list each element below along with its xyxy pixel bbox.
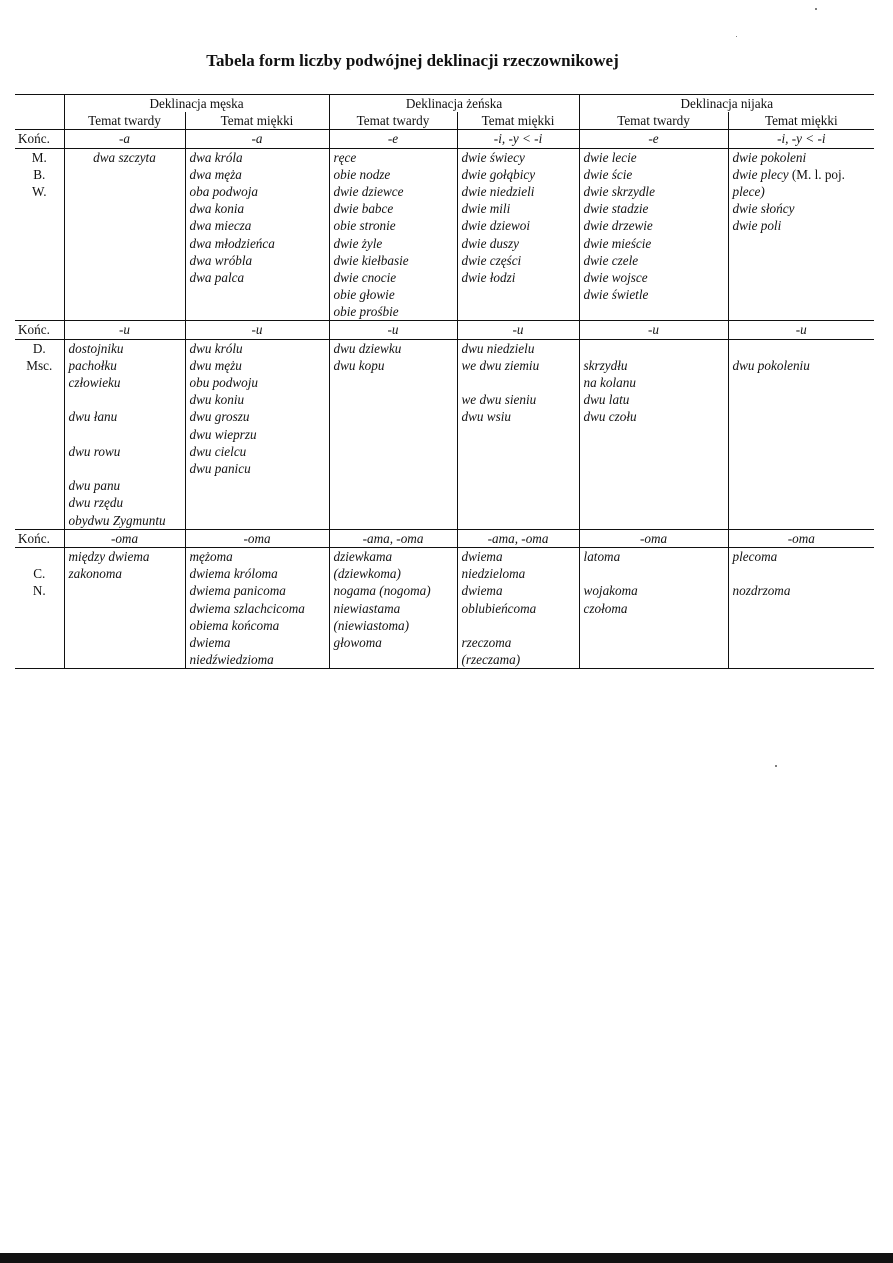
word-form: dwu kopu xyxy=(333,357,385,373)
word-form: obie nodze xyxy=(333,166,391,182)
word-form: dwie dziewce xyxy=(333,183,404,199)
word-form: dwa młodzieńca xyxy=(189,235,275,251)
word-form: dwie części xyxy=(461,252,522,268)
forms-cell xyxy=(64,148,185,321)
forms-cell xyxy=(457,339,579,529)
blank-line xyxy=(69,460,181,477)
ending-cell: -u xyxy=(329,321,457,339)
forms-cell xyxy=(64,339,185,529)
scan-speck xyxy=(815,8,817,10)
word-form: obie głowie xyxy=(333,287,395,303)
endings-label: Końc. xyxy=(15,130,64,148)
word-form: dwa konia xyxy=(189,201,245,217)
word-form: niedźwiedzioma xyxy=(189,652,274,668)
word-form: dwu koniu xyxy=(189,392,245,408)
word-form: oba podwoja xyxy=(189,183,259,199)
case-label: C. xyxy=(33,565,46,581)
case-label: Msc. xyxy=(26,357,53,373)
word-form: dwie świecy xyxy=(461,149,525,165)
word-form: dwie mieście xyxy=(583,235,652,251)
endings-row xyxy=(15,130,874,148)
word-form: dwie cnocie xyxy=(333,269,397,285)
word-form: dwu łanu xyxy=(68,409,118,425)
scan-bottom-edge xyxy=(0,1253,893,1263)
word-form: wojakoma xyxy=(583,583,638,599)
ending-cell: -i, -y < -i xyxy=(728,130,874,148)
word-form: plece) xyxy=(732,183,765,199)
word-form: dwu dziewku xyxy=(333,340,402,356)
word-form: dwie poli xyxy=(732,218,782,234)
ending-cell: -e xyxy=(329,130,457,148)
forms-cell xyxy=(457,547,579,668)
word-form: zakonoma xyxy=(68,566,122,582)
word-form: (niewiastoma) xyxy=(333,617,409,633)
scan-speck xyxy=(775,765,777,767)
forms-cell xyxy=(185,148,329,321)
ending-cell: -oma xyxy=(579,529,728,547)
forms-cell xyxy=(728,547,874,668)
word-form: dwu panicu xyxy=(189,461,251,476)
subheader-soft-stem: Temat miękki xyxy=(185,112,329,130)
case-label: D. xyxy=(32,340,46,356)
forms-row xyxy=(15,148,874,321)
word-form: dwu latu xyxy=(583,392,630,408)
word-form: dwie stadzie xyxy=(583,201,649,217)
ending-cell: -oma xyxy=(64,529,185,547)
ending-cell: -ama, -oma xyxy=(329,529,457,547)
word-form: plecoma xyxy=(732,548,778,564)
forms-cell xyxy=(329,339,457,529)
word-form: dwiema szlachcicoma xyxy=(189,600,305,616)
word-form: dwie wojsce xyxy=(583,269,648,285)
word-form: (dziewkoma) xyxy=(333,566,401,582)
forms-cell xyxy=(728,339,874,529)
word-form: dostojniku xyxy=(68,340,124,356)
ending-cell: -e xyxy=(579,130,728,148)
blank-line xyxy=(733,565,871,582)
word-form: dwiema xyxy=(189,634,231,650)
forms-cell xyxy=(185,547,329,668)
form-note: (M. l. poj. xyxy=(791,166,845,182)
word-form: dwa palca xyxy=(189,269,245,285)
word-form: dwie skrzydle xyxy=(583,183,655,199)
word-form: dwie pokoleni xyxy=(732,149,807,165)
word-form: latoma xyxy=(583,548,621,564)
word-form: dwu cielcu xyxy=(189,443,247,459)
scan-speck xyxy=(736,36,737,37)
word-form-text: dwa szczyta xyxy=(93,149,156,165)
word-form: dwu panu xyxy=(68,478,121,494)
word-form: dwie słońcy xyxy=(732,201,795,217)
group-header-feminine: Deklinacja żeńska xyxy=(329,95,579,113)
word-form: dwiema panicoma xyxy=(189,583,286,599)
ending-cell: -u xyxy=(185,321,329,339)
word-form: we dwu ziemiu xyxy=(461,357,540,373)
word-form: dwu niedzielu xyxy=(461,340,535,356)
word-form: dwu pokoleniu xyxy=(732,357,810,373)
forms-cell xyxy=(579,339,728,529)
word-form: człowieku xyxy=(68,375,121,391)
blank-line xyxy=(584,340,724,357)
word-form: dwie ście xyxy=(583,166,633,182)
ending-cell: -i, -y < -i xyxy=(457,130,579,148)
subheader-hard-stem: Temat twardy xyxy=(64,112,185,130)
forms-cell xyxy=(185,339,329,529)
word-form: dwiema xyxy=(461,548,503,564)
forms-cell xyxy=(579,547,728,668)
word-form: nozdrzoma xyxy=(732,583,791,599)
word-form: skrzydłu xyxy=(583,357,628,373)
word-form: czołoma xyxy=(583,600,628,616)
ending-cell: -u xyxy=(728,321,874,339)
case-labels xyxy=(15,339,64,529)
word-form: we dwu sieniu xyxy=(461,392,537,408)
header-row-groups xyxy=(15,95,874,113)
word-form: dwie mili xyxy=(461,201,511,217)
word-form: dwu mężu xyxy=(189,357,242,373)
word-form: dwie łodzi xyxy=(461,269,516,285)
case-label: B. xyxy=(33,166,46,182)
word-form: dwie czele xyxy=(583,252,639,268)
word-form: dwu rzędu xyxy=(68,495,124,511)
group-header-masculine: Deklinacja męska xyxy=(64,95,329,113)
word-form: na kolanu xyxy=(583,375,636,391)
word-form: dwa męża xyxy=(189,166,242,182)
blank-line xyxy=(462,374,575,391)
word-form: mężoma xyxy=(189,548,233,564)
case-labels xyxy=(15,547,64,668)
subheader-soft-stem: Temat miękki xyxy=(728,112,874,130)
case-label: N. xyxy=(32,582,46,598)
word-form: nogama (nogoma) xyxy=(333,583,431,599)
subheader-hard-stem: Temat twardy xyxy=(579,112,728,130)
ending-cell: -u xyxy=(579,321,728,339)
word-form: dwie duszy xyxy=(461,235,520,251)
word-form: niedzieloma xyxy=(461,566,526,582)
forms-cell xyxy=(579,148,728,321)
word-form: dwa króla xyxy=(189,149,243,165)
word-form xyxy=(69,149,181,166)
word-form: dwie niedzieli xyxy=(461,183,535,199)
blank-line xyxy=(462,617,575,634)
word-form: dwie babce xyxy=(333,201,394,217)
word-form: dwie kiełbasie xyxy=(333,252,409,268)
word-form: pachołku xyxy=(68,357,117,373)
forms-cell xyxy=(457,148,579,321)
subheader-hard-stem: Temat twardy xyxy=(329,112,457,130)
word-form: obie stronie xyxy=(333,218,396,234)
blank-line xyxy=(733,340,871,357)
forms-cell xyxy=(64,547,185,668)
word-form: dwie drzewie xyxy=(583,218,653,234)
ending-cell: -u xyxy=(64,321,185,339)
word-form: dwie świetle xyxy=(583,287,649,303)
forms-row xyxy=(15,547,874,668)
case-labels xyxy=(15,148,64,321)
word-form: rzeczoma xyxy=(461,634,512,650)
word-form: głowoma xyxy=(333,634,382,650)
word-form: dwiema króloma xyxy=(189,566,278,582)
table-title: Tabela form liczby podwójnej deklinacji rzeczownikowej xyxy=(206,51,619,70)
blank-line xyxy=(584,565,724,582)
ending-cell: -u xyxy=(457,321,579,339)
corner-cell xyxy=(15,95,64,113)
word-form: dwu królu xyxy=(189,340,243,356)
endings-label: Końc. xyxy=(15,321,64,339)
word-form: obiema końcoma xyxy=(189,617,280,633)
case-label: M. xyxy=(31,149,47,165)
ending-cell: -a xyxy=(185,130,329,148)
word-form: oblubieńcoma xyxy=(461,600,537,616)
blank-line xyxy=(69,426,181,443)
word-form: dwu czołu xyxy=(583,409,637,425)
word-form: dwie lecie xyxy=(583,149,637,165)
word-form: obie prośbie xyxy=(333,304,399,320)
forms-row xyxy=(15,339,874,529)
ending-cell: -oma xyxy=(728,529,874,547)
ending-cell: -ama, -oma xyxy=(457,529,579,547)
endings-row xyxy=(15,529,874,547)
word-form: dwie żyle xyxy=(333,235,383,251)
endings-row xyxy=(15,321,874,339)
subheader-soft-stem: Temat miękki xyxy=(457,112,579,130)
word-form: obydwu Zygmuntu xyxy=(68,512,166,528)
word-form: dwa wróbla xyxy=(189,252,253,268)
word-form: niewiastama xyxy=(333,600,401,616)
word-form-text: dwie plecy xyxy=(732,166,792,182)
ending-cell: -oma xyxy=(185,529,329,547)
forms-cell xyxy=(329,547,457,668)
case-label: W. xyxy=(31,183,47,199)
corner-cell-2 xyxy=(15,112,64,130)
word-form: dwa miecza xyxy=(189,218,252,234)
word-form: dziewkama xyxy=(333,548,393,564)
word-form: dwu wsiu xyxy=(461,409,511,425)
forms-cell xyxy=(728,148,874,321)
header-row-subtypes xyxy=(15,112,874,130)
word-form: dwiema xyxy=(461,583,503,599)
word-form: ręce xyxy=(333,149,357,165)
word-form: dwu groszu xyxy=(189,409,250,425)
word-form: dwie gołąbicy xyxy=(461,166,536,182)
word-form: dwu rowu xyxy=(68,443,121,459)
forms-cell xyxy=(329,148,457,321)
word-form: obu podwoju xyxy=(189,375,259,391)
word-form: dwu wieprzu xyxy=(189,426,257,442)
endings-label: Końc. xyxy=(15,529,64,547)
ending-cell: -a xyxy=(64,130,185,148)
word-form xyxy=(733,166,871,183)
word-form: między dwiema xyxy=(68,548,150,564)
group-header-neuter: Deklinacja nijaka xyxy=(579,95,874,113)
declension-table xyxy=(15,94,874,669)
word-form: (rzeczama) xyxy=(461,652,521,668)
word-form: dwie dziewoi xyxy=(461,218,531,234)
blank-line xyxy=(69,391,181,408)
